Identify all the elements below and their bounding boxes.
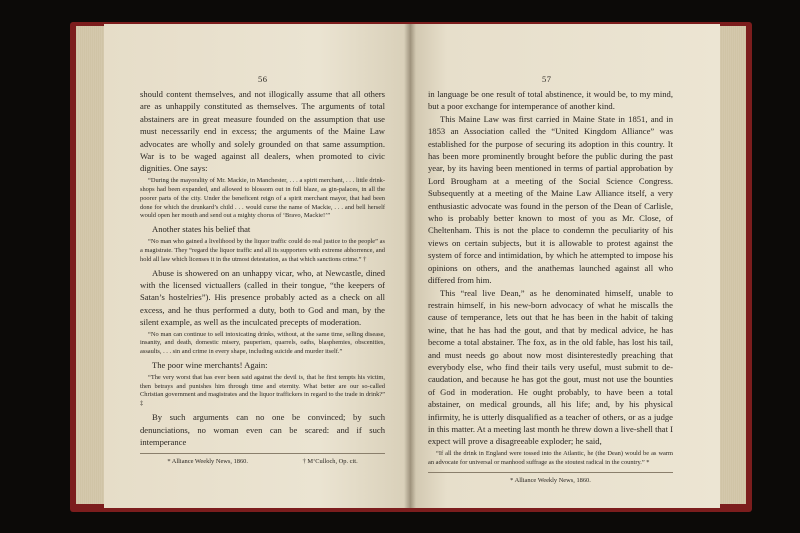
page-number: 57 [542, 74, 552, 84]
page-edges-left [76, 26, 106, 504]
paragraph: in language be one result of total abstinence, it would be, to my mind, but a poor exchange for intemperance of another kind. [428, 89, 673, 112]
paragraph: Abuse is showered on an unhappy vicar, who, at Newcastle, dined with the licensed victuallers (called in their tongue, “the keepers of Satan’s hostelries”). His presence probably acted as a check on all excess, and he thus performed a duty, both to God and man, by the silent example, as well as the inculcated precepts of moderation. [140, 267, 385, 328]
footnotes [428, 472, 673, 485]
block-quote: “No man who gained a livelihood by the liquor traffic could do real justice to the people” as a magistrate. They “regard the liquor traffic and all its supporters with extreme abhorrence, and hold all law which licenses it in the utmost detestation, as that which sanctions crime.” † [140, 237, 385, 263]
paragraph: Another states his belief that [152, 224, 251, 235]
footnote: † M‘Culloch, Op. cit. [302, 457, 358, 465]
paragraph: The poor wine merchants! Again: [152, 360, 268, 371]
paragraph: This “real live Dean,” as he denominated himself, unable to restrain himself, in his new-born advocacy of what he miscalls the cause of temperance, lets out that he has been in the habit of taking wine, that he has had the gout, and that by medical advice, he has become a total abstainer. The fox, as in the old fable, has lost his tail, and must needs go about now most disinterestedly preaching that everybody else, who find their tails very useful, must submit to de-caudation, and because he has got the gout, must not use the bounties of God in moderation. He ought probably, to have been a total abstainer, on medical grounds, all his life; and, by his physical infirmity, he is utterly disqualified as a teacher of others, or as a judge in this matter. At a meeting last month he threw down a live-shell that I expect will prove a disagreeable exploder; he said, [428, 287, 673, 447]
block-quote: “No man can continue to sell intoxicating drinks, without, at the same time, selling disease, insanity, and death, domestic misery, pauperism, quarrels, oaths, blasphemies, obscenities, assaults, . . . sin and crime in every shape, including suicide and murder itself.” [140, 330, 385, 356]
block-quote: “If all the drink in England were tossed into the Atlantic, he (the Dean) would be as warm an advocate for universal or manhood suffrage as the stoutest radical in the country.” * [428, 449, 673, 466]
footnote: * Alliance Weekly News, 1860. [510, 476, 591, 484]
block-quote: “The very worst that has ever been said against the devil is, that he first tempts his victim, then betrays and punishes him through time and eternity. What better are our so-called Christian government and magistrates and the liquor traffickers in regard to the trade in drink?” ‡ [140, 373, 385, 408]
paragraph: By such arguments can no one be convinced; by such denunciations, no woman even can be scared: and if such intemperance [140, 412, 385, 448]
book-gutter [404, 24, 416, 508]
paragraph: This Maine Law was first carried in Maine State in 1851, and in 1853 an Association called the “United Kingdom Alliance” was established for the purpose of securing its adoption in this country. It has been more prominently brought before the public during the past year, by its having been mentioned in terms of partial approbation by Lord Brougham at a meeting of the Social Science Congress. Subsequently at a meeting of the Maine Law Alliance itself, a very enthusiastic advocate was found in the person of the Dean of Carlisle, who is probably better known to most of you as Mr. Close, of Cheltenham. This is not the place to condemn the peculiarity of his views on certain subjects, but it is allowable to protest against the system of force and intimidation, by which he attempted to impose his opinions on others, and the anathemas launched against all who differed from him. [428, 113, 673, 286]
page-body [140, 88, 385, 466]
footnotes [140, 453, 385, 466]
page-body [428, 88, 673, 485]
right-page [410, 24, 720, 508]
left-page [104, 24, 410, 508]
page-number: 56 [258, 74, 268, 84]
block-quote: “During the mayorality of Mr. Mackie, in Manchester, . . . a spirit merchant, . . . little drink-shops had been expanded, and allowed to blossom out in full blaze, as gin-palaces, in all the poorer parts of the city. Under the beneficent reign of a spirit merchant mayor, that had been done for which the drunkard’s child . . . would curse the name of Mackie, . . . and bell herself would open her mouth and send out a mighty chorus of ‘Bravo, Mackie!’” [140, 176, 385, 220]
footnote: * Alliance Weekly News, 1860. [167, 457, 248, 465]
paragraph: should content themselves, and not illogically assume that all others are as unhappily constituted as themselves. The arguments of total abstainers are in great measure founded on the assumption that use must necessarily end in excess; the arguments of the Maine Law advocates are wholly and solely grounded on that same assumption. War is to be waged against all dealers, when promoted to civic dignities. One says: [140, 89, 385, 174]
page-edges-right [716, 26, 746, 504]
